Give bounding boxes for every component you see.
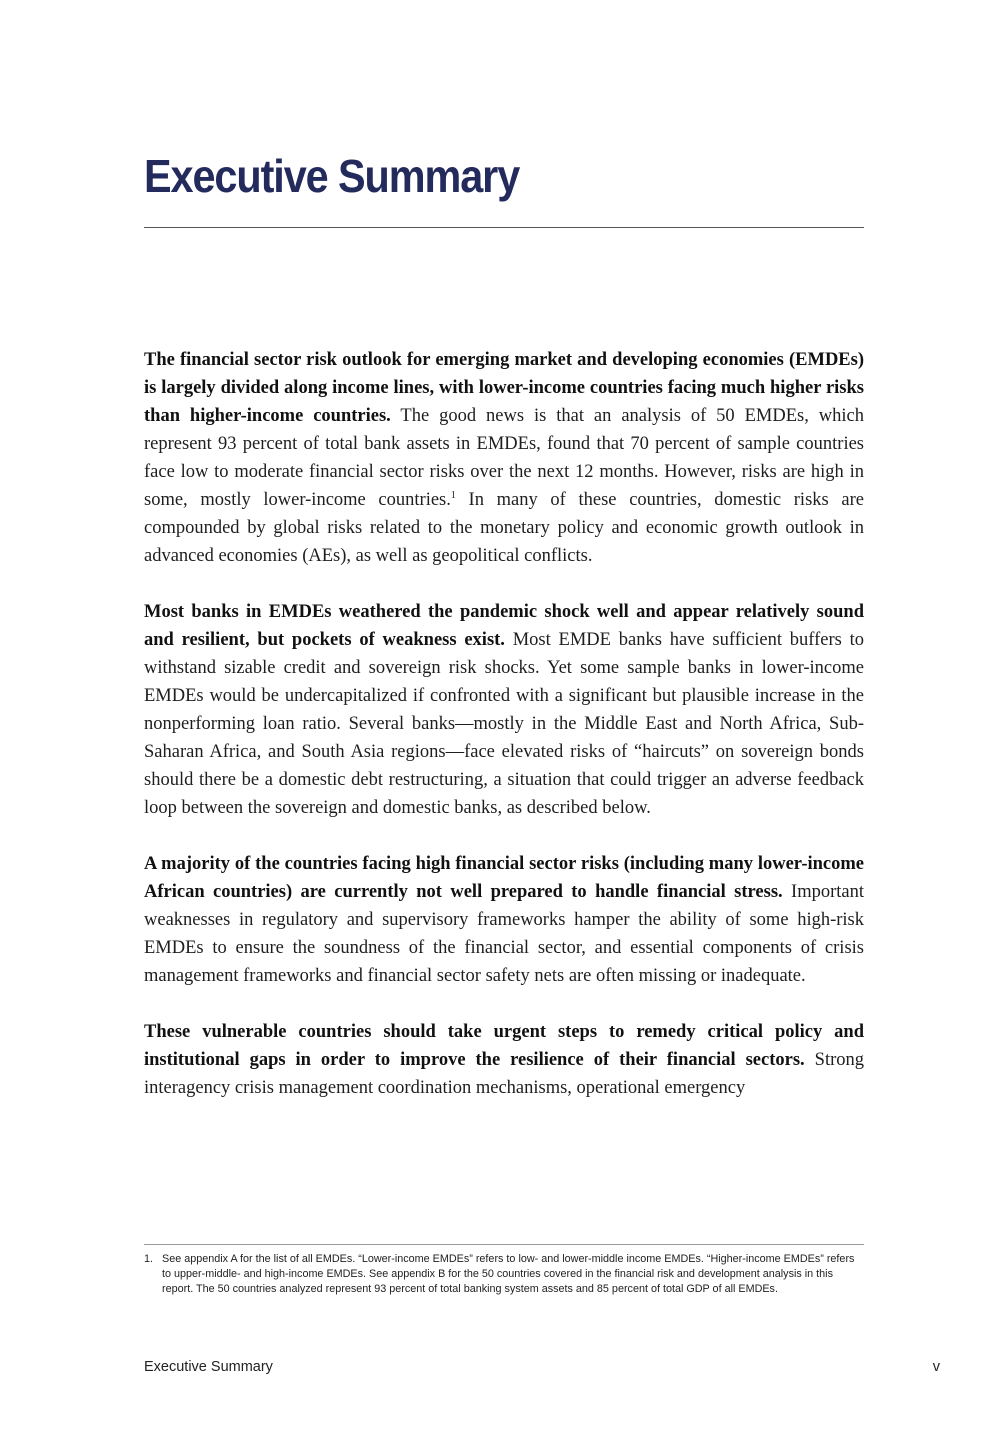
page-title: Executive Summary xyxy=(144,150,520,202)
footnote xyxy=(144,1252,866,1297)
paragraph xyxy=(144,850,864,990)
paragraph-lead: A majority of the countries facing high financial sector risks (including many lower-income African countries) are currently not well prepared to handle financial stress. xyxy=(144,854,864,902)
paragraph-lead: These vulnerable countries should take urgent steps to remedy critical policy and institutional gaps in order to improve the resilience of their financial sectors. xyxy=(144,1022,864,1070)
body-text xyxy=(144,346,864,1130)
page-number: v xyxy=(932,1359,940,1375)
paragraph-body: Important weaknesses in regulatory and supervisory frameworks hamper the ability of some high-risk EMDEs to ensure the soundness of the financial sector, and essential components of crisis management frameworks and financial sector safety nets are often missing or inadequate. xyxy=(144,882,864,986)
footnote-number: 1. xyxy=(144,1253,154,1265)
paragraph-body: Strong interagency crisis management coordination mechanisms, operational emergency xyxy=(144,1050,864,1098)
footnote-text: See appendix A for the list of all EMDEs. “Lower-income EMDEs” refers to low- and lower-middle income EMDEs. “Higher-income EMDEs” refers to upper-middle- and high-income EMDEs. See appendix B for the 50 countries covered in the financial risk and development analysis in this report. The 50 countries analyzed represent 93 percent of total banking system assets and 85 percent of total GDP of all EMDEs. xyxy=(162,1253,855,1295)
paragraph-body-continued: In many of these countries, domestic risks are compounded by global risks related to the monetary policy and economic growth outlook in advanced economies (AEs), as well as geopolitical conflicts. xyxy=(144,490,864,566)
paragraph-body: The good news is that an analysis of 50 EMDEs, which represent 93 percent of total bank assets in EMDEs, found that 70 percent of sample countries face low to moderate financial sector risks over the next 12 months. However, risks are high in some, mostly lower-income countries. xyxy=(144,406,864,510)
running-footer: Executive Summary xyxy=(144,1359,273,1375)
paragraph xyxy=(144,1018,864,1102)
paragraph-lead: Most banks in EMDEs weathered the pandemic shock well and appear relatively sound and resilient, but pockets of weakness exist. xyxy=(144,602,864,650)
paragraph xyxy=(144,346,864,570)
footnote-reference[interactable]: 1 xyxy=(450,489,456,501)
paragraph xyxy=(144,598,864,822)
paragraph-body: Most EMDE banks have sufficient buffers to withstand sizable credit and sovereign risk shocks. Yet some sample banks in lower-income EMDEs would be undercapitalized if confronted with a significant but plausible increase in the nonperforming loan ratio. Several banks—mostly in the Middle East and North Africa, Sub-Saharan Africa, and South Asia regions—face elevated risks of “haircuts” on sovereign bonds should there be a domestic debt restructuring, a situation that could trigger an adverse feedback loop between the sovereign and domestic banks, as described below. xyxy=(144,630,864,818)
footnote-divider xyxy=(144,1244,864,1245)
title-divider xyxy=(144,227,864,228)
paragraph-lead: The financial sector risk outlook for emerging market and developing economies (EMDEs) is largely divided along income lines, with lower-income countries facing much higher risks than higher-income countries. xyxy=(144,350,864,426)
